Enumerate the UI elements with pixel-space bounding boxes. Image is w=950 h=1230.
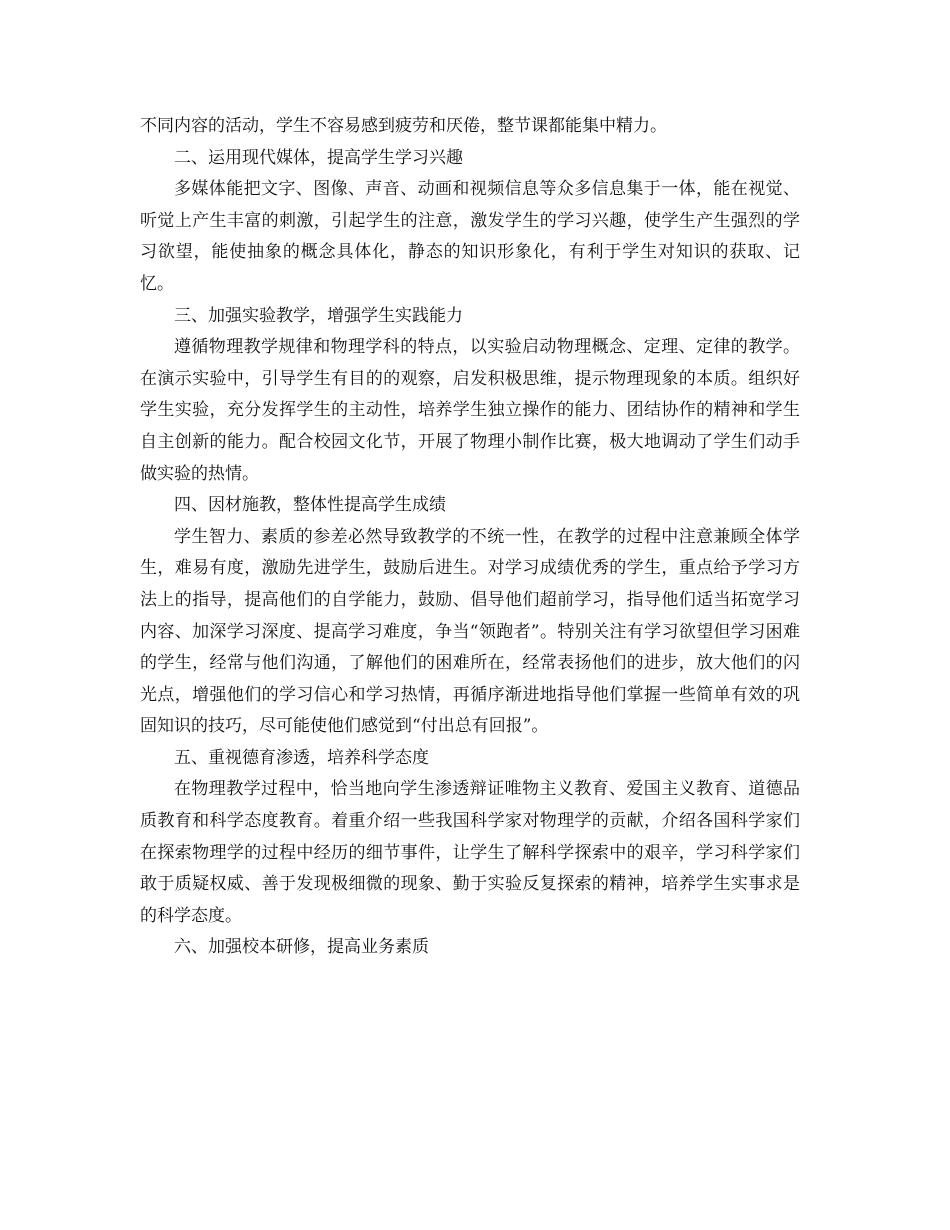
continuation-paragraph: 不同内容的活动，学生不容易感到疲劳和厌倦，整节课都能集中精力。: [140, 116, 667, 136]
section-paragraph-2: 多媒体能把文字、图像、声音、动画和视频信息等众多信息集于一体，能在视觉、听觉上产生丰富的刺激，引起学生的注意，激发学生的学习兴趣，使学生产生强烈的学习欲望，能使抽象的概念具体化，静态的知识形象化，有利于学生对知识的获取、记忆。: [140, 179, 800, 294]
section-heading-6: 六、加强校本研修，提高业务素质: [174, 937, 429, 958]
document-page: [140, 111, 800, 964]
section-heading-2: 二、运用现代媒体，提高学生学习兴趣: [174, 147, 463, 168]
section-paragraph-4: 学生智力、素质的参差必然导致教学的不统一性，在教学的过程中注意兼顾全体学生，难易有度，激励先进学生，鼓励后进生。对学习成绩优秀的学生，重点给予学习方法上的指导，提高他们的自学能力，鼓励、倡导他们超前学习，指导他们适当拓宽学习内容、加深学习深度、提高学习难度，争当“领跑者”。特别关注有学习欲望但学习困难的学生，经常与他们沟通，了解他们的困难所在，经常表扬他们的进步，放大他们的闪光点，增强他们的学习信心和学习热情，再循序渐进地指导他们掌握一些简单有效的巩固知识的技巧，尽可能使他们感觉到“付出总有回报”。: [140, 526, 800, 737]
section-paragraph-5: 在物理教学过程中，恰当地向学生渗透辩证唯物主义教育、爱国主义教育、道德品质教育和科学态度教育。着重介绍一些我国科学家对物理学的贡献，介绍各国科学家们在探索物理学的过程中经历的细节事件，让学生了解科学探索中的艰辛，学习科学家们敢于质疑权威、善于发现极细微的现象、勤于实验反复探索的精神，培养学生实事求是的科学态度。: [140, 779, 800, 926]
section-heading-5: 五、重视德育渗透，培养科学态度: [174, 747, 429, 768]
section-heading-3: 三、加强实验教学，增强学生实践能力: [174, 305, 463, 326]
section-heading-4: 四、因材施教，整体性提高学生成绩: [174, 495, 446, 516]
section-paragraph-3: 遵循物理教学规律和物理学科的特点，以实验启动物理概念、定理、定律的教学。在演示实验中，引导学生有目的的观察，启发积极思维，提示物理现象的本质。组织好学生实验，充分发挥学生的主动性，培养学生独立操作的能力、团结协作的精神和学生自主创新的能力。配合校园文化节，开展了物理小制作比赛，极大地调动了学生们动手做实验的热情。: [140, 337, 800, 484]
